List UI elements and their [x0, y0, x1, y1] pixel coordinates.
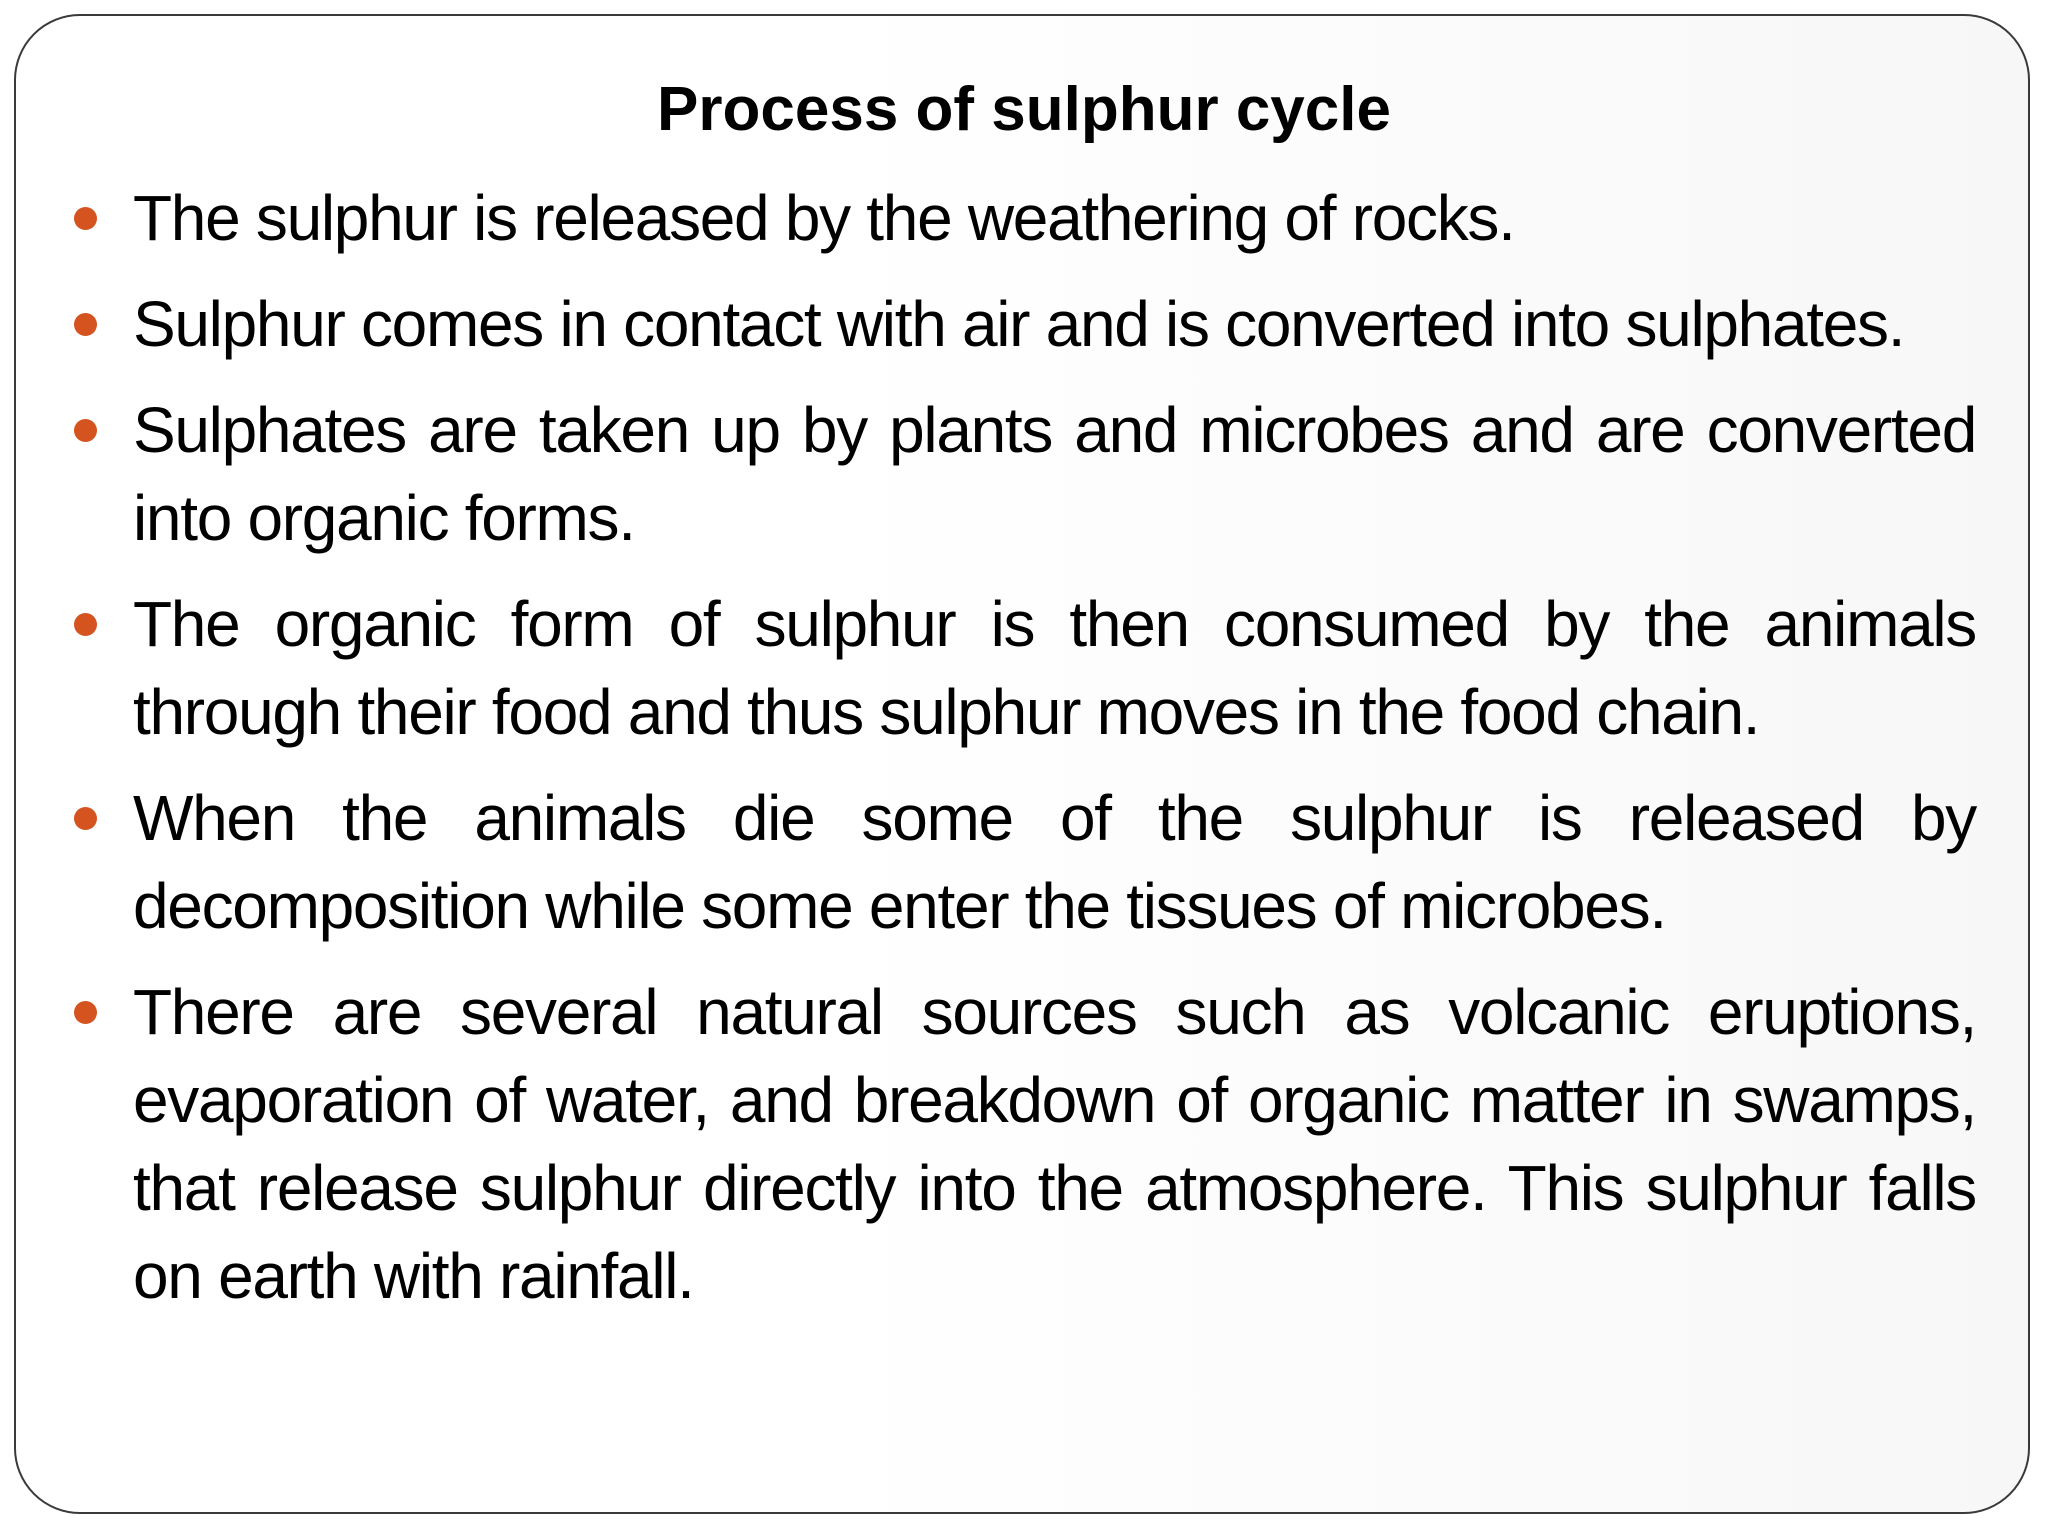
bullet-item — [133, 968, 1976, 1320]
bullet-dot-icon — [74, 1001, 97, 1024]
bullet-text: When the animals die some of the sulphur is released by decomposition while some enter the tissues of microbes. — [133, 782, 1976, 942]
bullet-item — [133, 386, 1976, 562]
bullet-dot-icon — [74, 419, 97, 442]
bullet-dot-icon — [74, 207, 97, 230]
bullet-item — [133, 774, 1976, 950]
bullet-dot-icon — [74, 313, 97, 336]
bullet-text: There are several natural sources such as volcanic eruptions, evaporation of water, and breakdown of organic matter in swamps, that release sulphur directly into the atmosphere. This sulphur falls on earth with rainfall. — [133, 976, 1976, 1312]
bullet-dot-icon — [74, 613, 97, 636]
bullet-list — [133, 174, 1976, 1338]
bullet-text: The organic form of sulphur is then consumed by the animals through their food and thus sulphur moves in the food chain. — [133, 588, 1976, 748]
bullet-item — [133, 280, 1976, 368]
bullet-dot-icon — [74, 807, 97, 830]
bullet-text: The sulphur is released by the weathering of rocks. — [133, 182, 1515, 254]
slide-title: Process of sulphur cycle — [657, 75, 1391, 144]
bullet-text: Sulphur comes in contact with air and is converted into sulphates. — [133, 288, 1905, 360]
bullet-item — [133, 174, 1976, 262]
bullet-item — [133, 580, 1976, 756]
bullet-text: Sulphates are taken up by plants and microbes and are converted into organic forms. — [133, 394, 1976, 554]
